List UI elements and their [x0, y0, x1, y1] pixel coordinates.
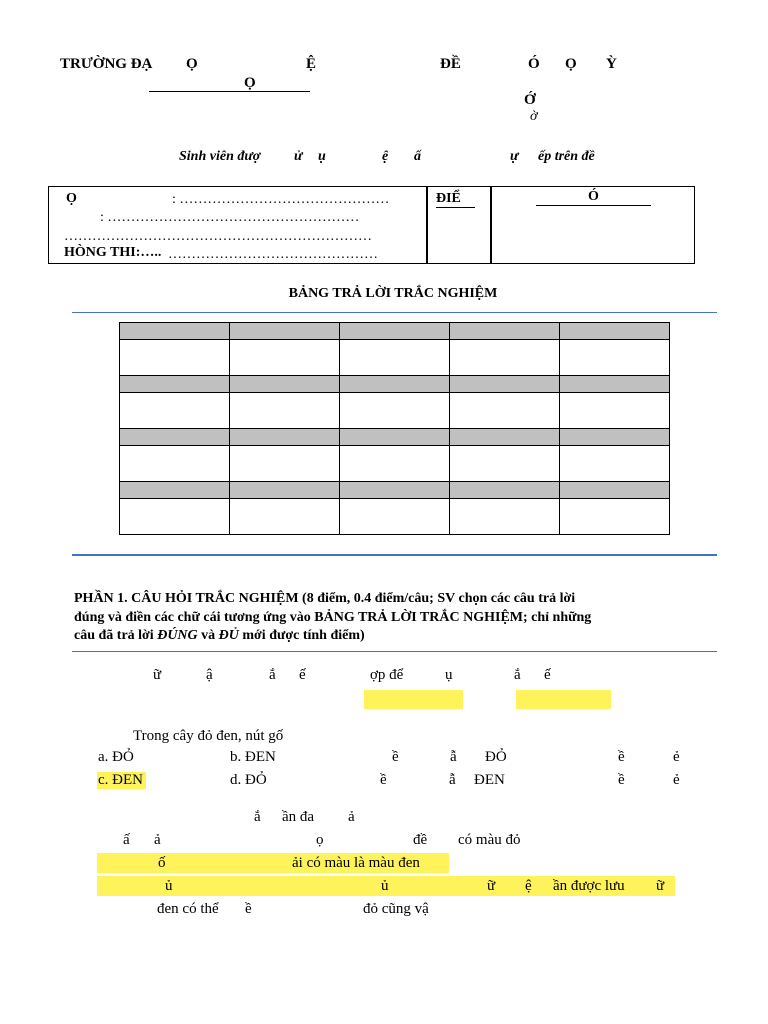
grid-answer-cell[interactable] — [560, 393, 670, 429]
grid-header-cell — [340, 429, 450, 446]
grid-header-cell — [450, 482, 560, 499]
highlight-mark — [516, 690, 611, 709]
statement-d-fragment: ề — [245, 901, 252, 917]
option-fragment: ẻ — [673, 772, 680, 788]
statement-c-fragment: ệ — [525, 878, 532, 894]
part1-heading-line1: PHẦN 1. CÂU HỎI TRẮC NGHIỆM (8 điểm, 0.4 điểm/câu; SV chọn các câu trả lời — [74, 591, 576, 606]
instruction-fragment: ử — [294, 149, 303, 164]
grid-answer-cell[interactable] — [120, 446, 230, 482]
section-rule — [72, 312, 717, 313]
grid-answer-cell[interactable] — [120, 499, 230, 535]
box-divider — [426, 187, 428, 263]
grid-header-cell — [120, 482, 230, 499]
question-fragment: ữ — [153, 667, 162, 683]
exam-time-fragment: ờ — [530, 109, 538, 124]
option-fragment: ề — [380, 772, 387, 788]
question-fragment: ụ — [445, 667, 453, 683]
grid-header-cell — [230, 376, 340, 393]
part1-emphasis: ĐỦ — [218, 628, 239, 643]
grid-header-cell — [340, 376, 450, 393]
statement-c-fragment: ủ — [165, 878, 173, 894]
option-fragment: ẻ — [673, 749, 680, 765]
statement-d-fragment: đỏ cũng vậ — [363, 901, 429, 917]
answer-grid — [119, 322, 670, 535]
part1-heading-line2: đúng và điền các chữ cái tương ứng vào BẢNG TRẢ LỜI TRẮC NGHIỆM; chỉ những — [74, 610, 592, 625]
option-fragment: ẫ — [450, 749, 457, 765]
statement-a-fragment: ả — [154, 832, 161, 848]
grid-answer-cell[interactable] — [230, 499, 340, 535]
grid-answer-cell[interactable] — [230, 393, 340, 429]
grid-answer-cell[interactable] — [340, 393, 450, 429]
grid-answer-cell[interactable] — [230, 446, 340, 482]
question-2-fragment: ần đa — [282, 809, 315, 825]
grid-header-cell — [230, 323, 340, 340]
part1-heading-line3 — [74, 628, 365, 644]
part1-emphasis: ĐÚNG — [157, 628, 198, 643]
option-fragment: ề — [618, 772, 625, 788]
statement-b-fragment: ải có màu là màu đen — [292, 855, 420, 871]
answer-sheet-title: BẢNG TRẢ LỜI TRẮC NGHIỆM — [288, 286, 498, 301]
student-name-label: Ọ — [66, 191, 77, 206]
question-fragment: ế — [299, 667, 306, 683]
question-fragment: ắ — [269, 667, 276, 683]
grid-header-cell — [230, 482, 340, 499]
box-divider — [490, 187, 492, 263]
grid-answer-cell[interactable] — [450, 446, 560, 482]
student-id-dots[interactable]: : ……………………………………………… — [100, 210, 360, 225]
grid-header-cell — [450, 429, 560, 446]
exam-room-label: HÒNG THI:….. — [64, 245, 162, 260]
grid-answer-cell[interactable] — [560, 446, 670, 482]
option-fragment: ẫ — [449, 772, 456, 788]
grid-answer-cell[interactable] — [340, 446, 450, 482]
grid-header-cell — [340, 482, 450, 499]
grid-answer-cell[interactable] — [120, 340, 230, 376]
instruction-fragment: ụ — [318, 149, 326, 164]
question-fragment: ợp để — [370, 667, 404, 683]
exam-title-fragment: Ọ — [565, 56, 577, 72]
instruction-fragment: ự — [510, 149, 519, 164]
statement-c-fragment: ữ — [656, 878, 665, 894]
grid-header-cell — [120, 429, 230, 446]
part1-text: câu đã trả lời — [74, 628, 158, 643]
grid-answer-cell[interactable] — [230, 340, 340, 376]
grid-header-cell — [120, 376, 230, 393]
instruction-fragment: Sinh viên đượ — [179, 149, 261, 164]
grid-answer-cell[interactable] — [450, 340, 560, 376]
instruction-fragment: ệ — [382, 149, 389, 164]
grid-answer-cell[interactable] — [340, 499, 450, 535]
statement-a-fragment: ấ — [123, 832, 130, 848]
statement-c-fragment: ữ — [487, 878, 496, 894]
faculty-fragment: Ọ — [244, 75, 256, 91]
question-2-fragment: ả — [348, 809, 355, 825]
grid-answer-cell[interactable] — [340, 340, 450, 376]
instruction-fragment: ếp trên đề — [538, 149, 595, 164]
student-name-dots[interactable]: : ……………………………………… — [172, 192, 390, 207]
grid-answer-cell[interactable] — [560, 499, 670, 535]
option-fragment: ề — [392, 749, 399, 765]
statement-d-fragment: đen có thể — [157, 901, 219, 917]
school-name-fragment: Ọ — [186, 56, 198, 72]
school-name-fragment: Ệ — [306, 56, 317, 72]
option-d[interactable]: d. ĐỎ — [230, 772, 267, 788]
grid-answer-cell[interactable] — [560, 340, 670, 376]
grid-header-cell — [450, 323, 560, 340]
grid-header-cell — [560, 429, 670, 446]
examiner-signature-label: Ó — [536, 189, 651, 206]
question-fragment: ắ — [514, 667, 521, 683]
question-fragment: ậ — [206, 667, 213, 683]
option-c-highlighted[interactable]: c. ĐEN — [97, 772, 146, 789]
student-extra-dots[interactable]: ………………………………………………………… — [64, 229, 372, 244]
part1-text: mới được tính điểm) — [238, 628, 365, 643]
grid-header-cell — [560, 376, 670, 393]
grid-header-cell — [340, 323, 450, 340]
grid-header-cell — [230, 429, 340, 446]
exam-time-fragment: Ớ — [524, 92, 536, 108]
question-2-fragment: ắ — [254, 809, 261, 825]
exam-title-fragment: ĐỀ — [440, 56, 461, 72]
question-fragment: ế — [544, 667, 551, 683]
option-fragment: ĐEN — [474, 772, 505, 788]
grid-header-cell — [560, 482, 670, 499]
grid-header-cell — [120, 323, 230, 340]
score-label: ĐIỂ — [436, 191, 475, 208]
statement-c-fragment: ần được lưu — [553, 878, 625, 894]
statement-a-fragment: có màu đỏ — [458, 832, 521, 848]
instruction-fragment: ấ — [414, 149, 421, 164]
grid-answer-cell[interactable] — [450, 393, 560, 429]
grid-header-cell — [450, 376, 560, 393]
option-b[interactable]: b. ĐEN — [230, 749, 276, 765]
option-fragment: ĐỎ — [485, 749, 507, 765]
highlight-mark — [364, 690, 463, 709]
exam-title-fragment: Ỳ — [606, 56, 617, 72]
statement-a-fragment: đề — [413, 832, 428, 848]
school-name: TRƯỜNG ĐẠ — [60, 56, 153, 72]
grid-answer-cell[interactable] — [120, 393, 230, 429]
header-underline — [149, 91, 310, 92]
exam-title-fragment: Ó — [528, 56, 540, 72]
statement-a-fragment: ọ — [316, 832, 324, 848]
statement-b-fragment: ố — [158, 855, 166, 871]
grid-header-cell — [560, 323, 670, 340]
grid-answer-cell[interactable] — [450, 499, 560, 535]
section-rule — [72, 651, 717, 652]
part1-text: và — [197, 628, 219, 643]
option-a[interactable]: a. ĐỎ — [98, 749, 134, 765]
statement-c-fragment: ủ — [381, 878, 389, 894]
option-fragment: ề — [618, 749, 625, 765]
question-1-stem: Trong cây đỏ đen, nút gố — [133, 728, 284, 744]
section-rule — [72, 554, 717, 556]
exam-room-dots[interactable]: ……………………………………… — [168, 247, 378, 262]
